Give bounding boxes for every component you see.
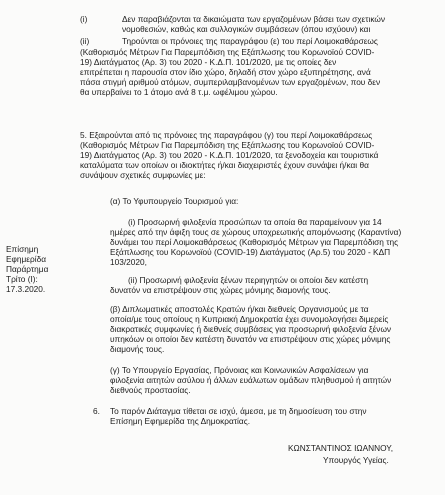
- item-a-i-line: Εξάπλωσης του Κορωνοϊού (COVID-19) Διατάγματος (Αρ.5) του 2020 - ΚΔΠ: [110, 247, 391, 257]
- item-a-i-line: δυνάμει του περί Λοιμοκαθάρσεως (Καθορισμός Μέτρων για Παρεμπόδιση της: [110, 237, 399, 247]
- item-b-line: οποία/με τους οποίους η Κυπριακή Δημοκρατία έχει συνομολογήσει διμερείς: [110, 314, 389, 324]
- signatory-name: ΚΩΝΣΤΑΝΤΙΝΟΣ ΙΩΑΝΝΟΥ,: [288, 443, 394, 453]
- margin-note-line: 17.3.2020.: [6, 284, 46, 294]
- para-ii-label: (ii): [80, 36, 90, 46]
- para-ii-line: επιτρέπεται η παρουσία στον ίδιο χώρο, δηλαδή στον χώρο εξυπηρέτησης, ανά: [80, 67, 371, 77]
- para-6-line: Επίσημη Εφημερίδα της Δημοκρατίας.: [110, 416, 251, 426]
- para-i-line: Δεν παραβιάζονται τα δικαιώματα των εργαζομένων βάσει των σχετικών: [122, 14, 386, 24]
- para-6-line: Το παρόν Διάταγμα τίθεται σε ισχύ, άμεσα, με τη δημοσίευση του στην: [110, 406, 367, 416]
- item-c-line: φιλοξενία αιτητών ασύλου ή άλλων ευάλωτων ομάδων πληθυσμού ή αιτητών: [110, 375, 392, 385]
- para-i-line: νομοθεσιών, καθώς και συλλογικών συμβάσεων (όπου ισχύουν) και: [122, 24, 371, 34]
- item-a-ii-line: (ii) Προσωρινή φιλοξενία ξένων περιηγητών οι οποίοι δεν κατέστη: [128, 275, 369, 285]
- para-5-line: συνάψουν σχετικές συμφωνίες με:: [80, 170, 206, 180]
- para-5-line: καταλύματα των οποίων οι ιδιοκτήτες ή/και διαχειριστές έχουν συνάψει ή/και θα: [80, 160, 369, 170]
- item-b-line: διαμονής τους.: [110, 344, 165, 354]
- item-c-line: διεθνούς προστασίας.: [110, 385, 191, 395]
- para-ii-line: θα υπερβαίνει το 1 άτομο ανά 8 τ.μ. ωφέλιμου χώρου.: [80, 87, 278, 97]
- item-a-ii-line: δυνατόν να επιστρέψουν στις χώρες μόνιμης διαμονής τους.: [110, 285, 331, 295]
- gazette-margin-note: [6, 244, 58, 294]
- item-a-i-line: ημέρες από την άφιξη τους σε χώρους υποχρεωτικής απομόνωσης (Καραντίνα): [110, 227, 402, 237]
- item-b-line: υπηκόων οι οποίοι δεν κατέστη δυνατόν να επιστρέψουν στις χώρες μόνιμης: [110, 334, 391, 344]
- item-b-line: (β) Διπλωματικές αποστολές Κρατών ή/και διεθνείς Οργανισμούς με τα: [110, 304, 369, 314]
- para-ii-line: πάσα στιγμή αριθμού ατόμων, συμπεριλαμβανομένων των εργαζομένων, που δεν: [80, 77, 381, 87]
- para-ii-line: (Καθορισμός Μέτρων Για Παρεμπόδιση της Εξάπλωσης του Κορωνοϊού COVID-: [80, 47, 375, 57]
- para-ii-line: Τηρούνται οι πρόνοιες της παραγράφου (ε) του περί Λοιμοκαθάρσεως: [122, 36, 378, 46]
- signatory-title: Υπουργός Υγείας.: [323, 455, 389, 465]
- margin-note-line: Εφημερίδα: [6, 254, 46, 264]
- para-5-line: 5. Εξαιρούνται από τις πρόνοιες της παραγράφου (γ) του περί Λοιμοκαθάρσεως: [80, 130, 373, 140]
- item-b-line: διακρατικές συμφωνίες ή διεθνείς συμβάσεις για προσωρινή φιλοξενία ξένων: [110, 324, 392, 334]
- para-5-line: (Καθορισμός Μέτρων Για Παρεμπόδιση της Εξάπλωσης του Κορωνοϊού COVID-: [80, 140, 375, 150]
- para-5-line: 19) Διατάγματος (Αρ. 3) του 2020 - Κ.Δ.Π. 101/2020, τα ξενοδοχεία και τουριστικά: [80, 150, 379, 160]
- margin-note-line: Επίσημη: [6, 244, 39, 254]
- margin-note-line: Τρίτο (Ι):: [6, 274, 38, 284]
- item-a-i-line: (i) Προσωρινή φιλοξενία προσώπων τα οποία θα παραμείνουν για 14: [128, 217, 382, 227]
- item-a-heading: (α) Το Υφυπουργείο Τουρισμού για:: [110, 196, 239, 206]
- para-i-label: (i): [80, 14, 88, 24]
- para-ii-line: 19) Διατάγματος (Αρ. 3) του 2020 - Κ.Δ.Π. 101/2020, με τις οποίες δεν: [80, 57, 337, 67]
- margin-note-line: Παράρτημα: [6, 264, 49, 274]
- item-c-line: (γ) Το Υπουργείο Εργασίας, Πρόνοιας και Κοινωνικών Ασφαλίσεων για: [110, 365, 369, 375]
- para-6-label: 6.: [93, 406, 100, 416]
- item-a-i-line: 103/2020,: [110, 257, 147, 267]
